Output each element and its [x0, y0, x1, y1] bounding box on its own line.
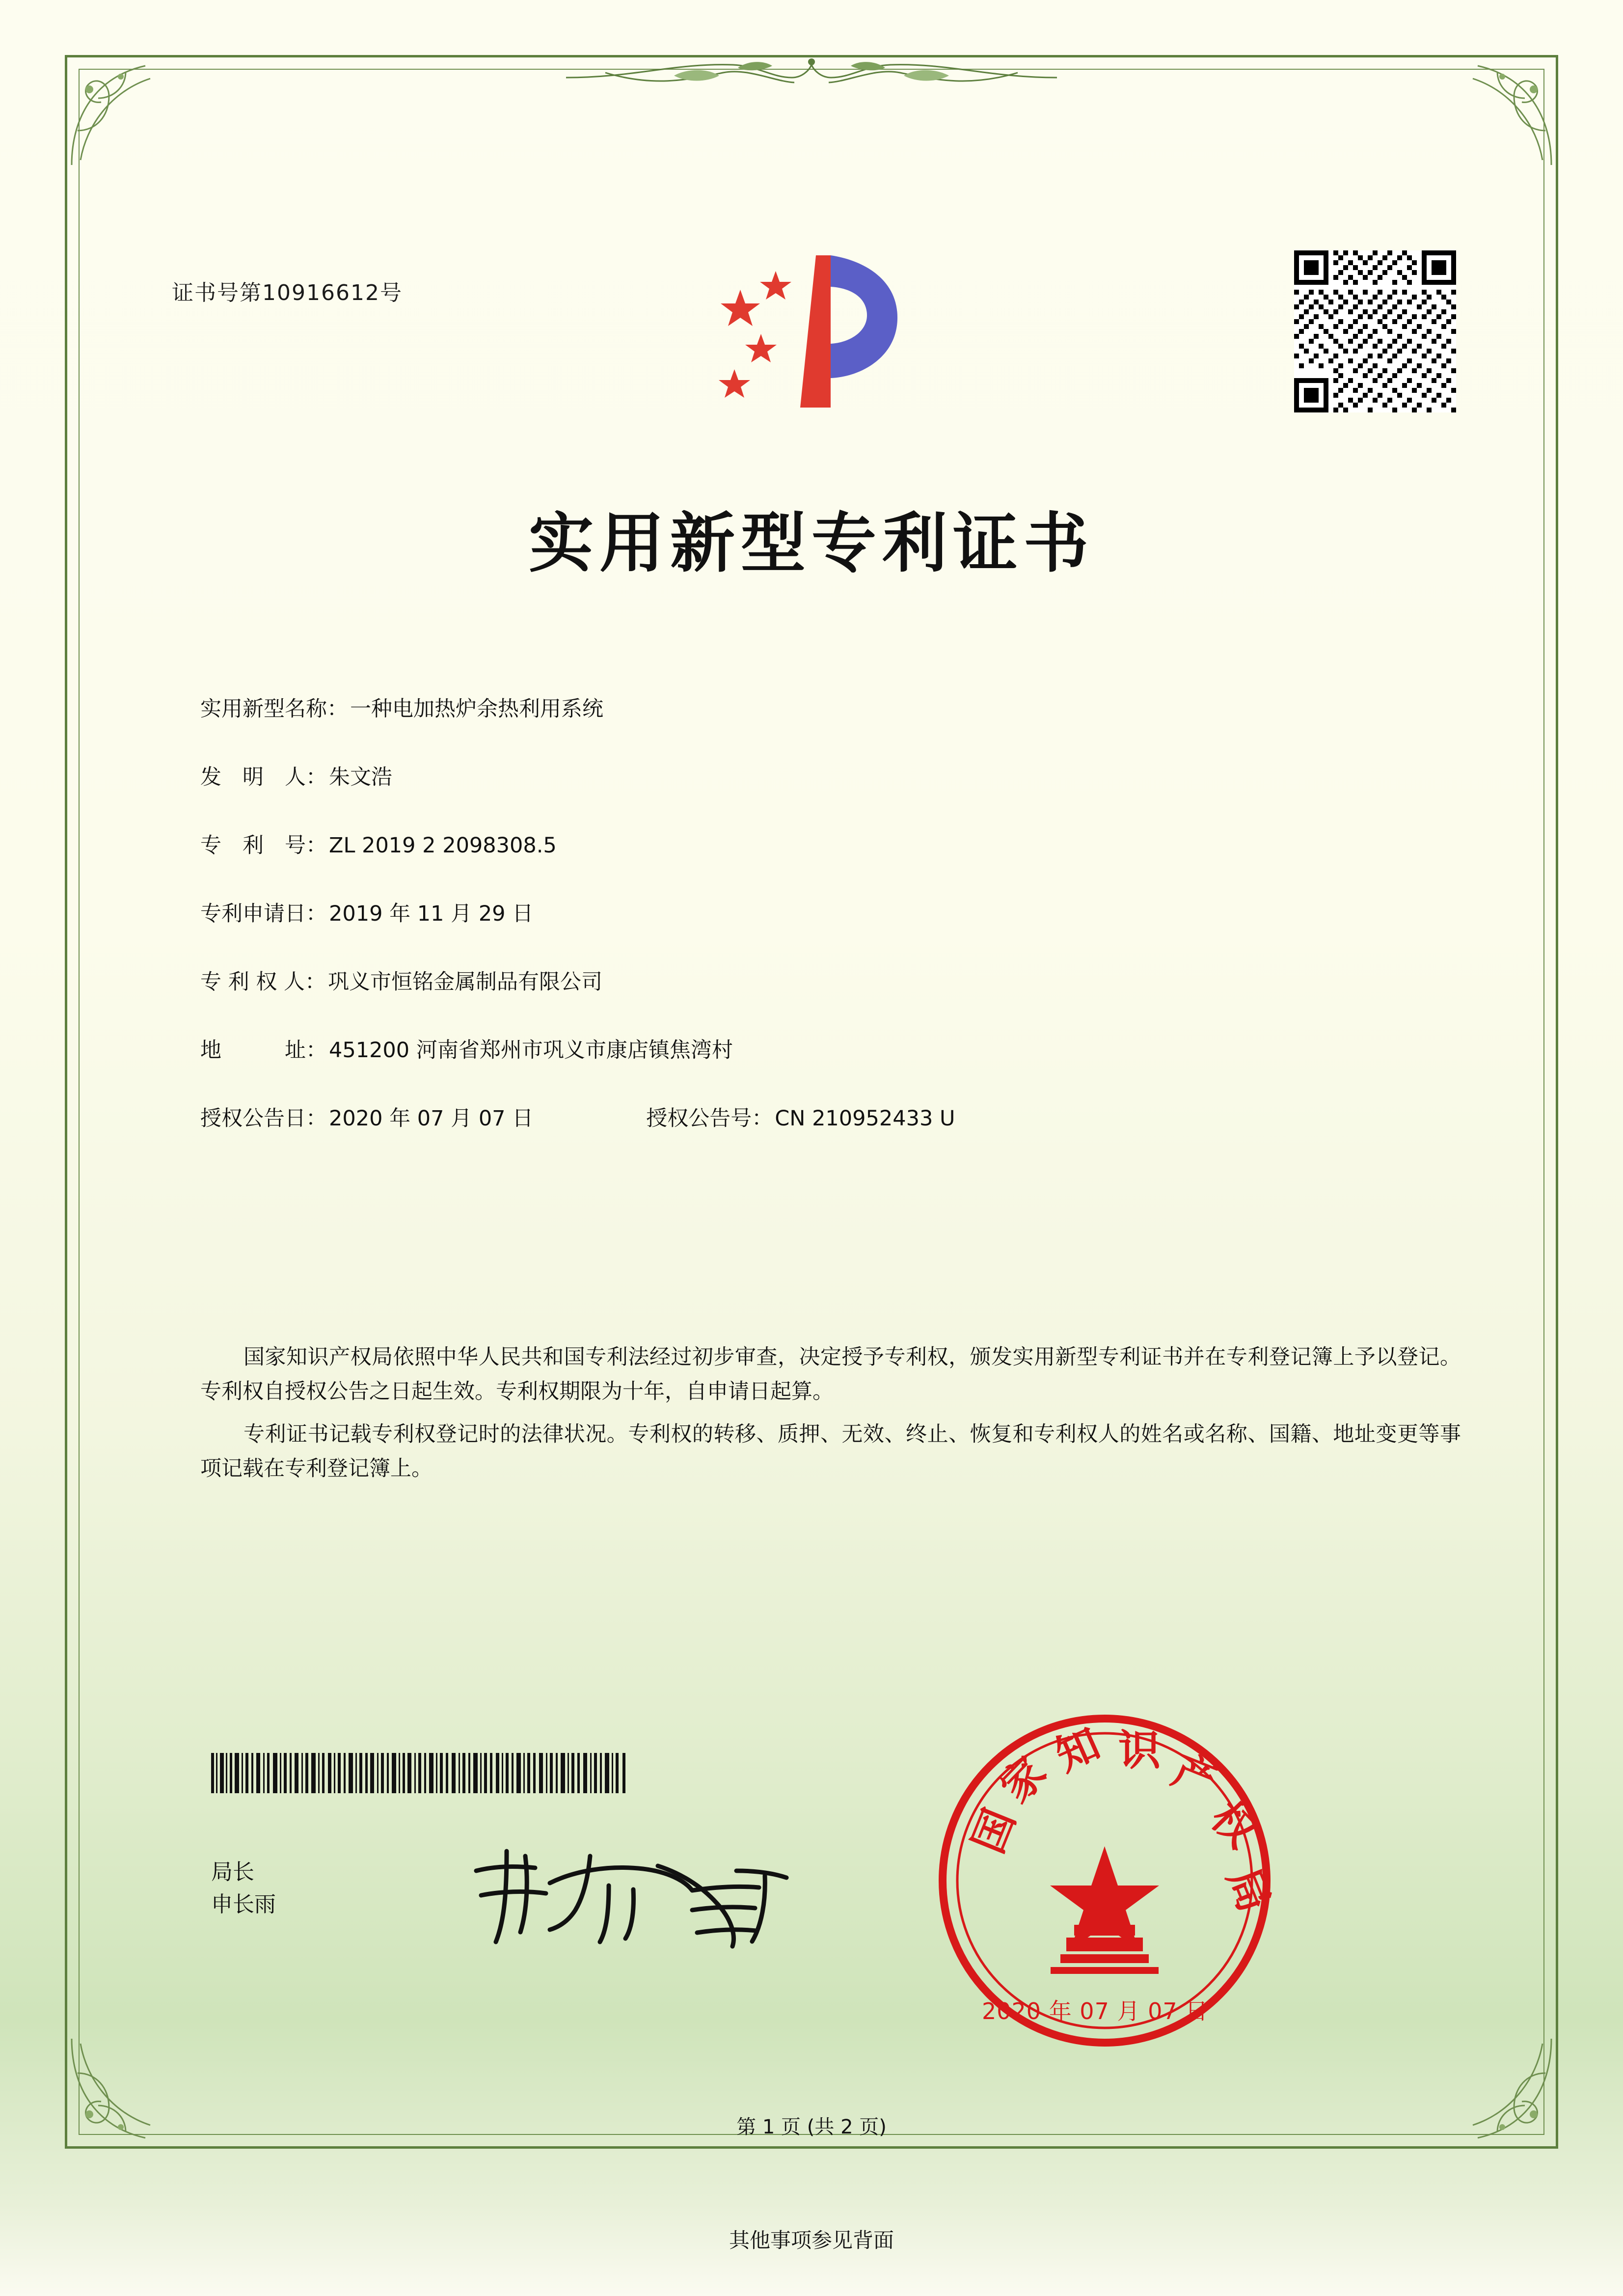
patent-logo-icon — [702, 246, 908, 437]
svg-text:家: 家 — [991, 1748, 1056, 1812]
legal-text-block — [200, 1340, 1461, 1495]
svg-text:知: 知 — [1048, 1719, 1108, 1781]
grant-date-label: 授权公告日： — [200, 1106, 327, 1131]
field-value: 451200 河南省郑州市巩义市康店镇焦湾村 — [329, 1038, 733, 1063]
field-label: 专 利 号： — [200, 833, 327, 858]
seal-date: 2020 年 07 月 07 日 — [982, 1998, 1209, 2024]
director-handwritten-signature — [461, 1836, 805, 1959]
barcode — [211, 1753, 628, 1793]
director-name: 申长雨 — [211, 1892, 276, 1917]
svg-text:产: 产 — [1165, 1745, 1223, 1807]
field-label: 地 址： — [200, 1038, 327, 1063]
legal-paragraph-1: 国家知识产权局依照中华人民共和国专利法经过初步审查，决定授予专利权，颁发实用新型专利证书并在专利登记簿上予以登记。专利权自授权公告之日起生效。专利权期限为十年，自申请日起算。 — [200, 1345, 1461, 1404]
field-patent-number — [200, 829, 1476, 859]
certificate-number: 证书号第10916612号 — [172, 280, 403, 305]
grant-number-label: 授权公告号： — [646, 1106, 773, 1131]
page-number: 第 1 页 (共 2 页) — [736, 2116, 887, 2138]
footer-note: 其他事项参见背面 — [729, 2228, 894, 2252]
field-label: 专利申请日： — [200, 902, 327, 926]
field-patentee — [200, 965, 1476, 995]
field-value: ZL 2019 2 2098308.5 — [329, 833, 557, 858]
verification-qr-code — [1294, 250, 1456, 412]
svg-text:权: 权 — [1201, 1793, 1266, 1858]
field-label: 专 利 权 人： — [200, 970, 326, 994]
field-label: 实用新型名称： — [200, 697, 348, 721]
field-value: 朱文浩 — [329, 765, 392, 790]
certificate-fields — [200, 692, 1476, 1170]
svg-text:局: 局 — [1217, 1861, 1276, 1919]
grant-date-value: 2020 年 07 月 07 日 — [329, 1106, 534, 1131]
svg-text:国: 国 — [963, 1802, 1025, 1860]
field-label: 发 明 人： — [200, 765, 327, 790]
field-value: 巩义市恒铭金属制品有限公司 — [328, 970, 603, 994]
legal-paragraph-2: 专利证书记载专利权登记时的法律状况。专利权的转移、质押、无效、终止、恢复和专利权人的姓名或名称、国籍、地址变更等事项记载在专利登记簿上。 — [200, 1422, 1461, 1481]
field-application-date — [200, 897, 1476, 927]
director-role-label: 局长 — [211, 1859, 254, 1885]
field-inventor — [200, 761, 1476, 791]
signature-block — [211, 1856, 276, 1921]
page-title: 实用新型专利证书 — [529, 506, 1094, 581]
field-value: 2019 年 11 月 29 日 — [329, 902, 534, 926]
grant-number-value: CN 210952433 U — [775, 1106, 955, 1131]
field-value: 一种电加热炉余热利用系统 — [350, 697, 603, 721]
svg-text:识: 识 — [1118, 1726, 1161, 1775]
field-utility-model-name — [200, 692, 1476, 722]
field-address — [200, 1034, 1476, 1064]
field-grant-announcement — [200, 1102, 1476, 1132]
